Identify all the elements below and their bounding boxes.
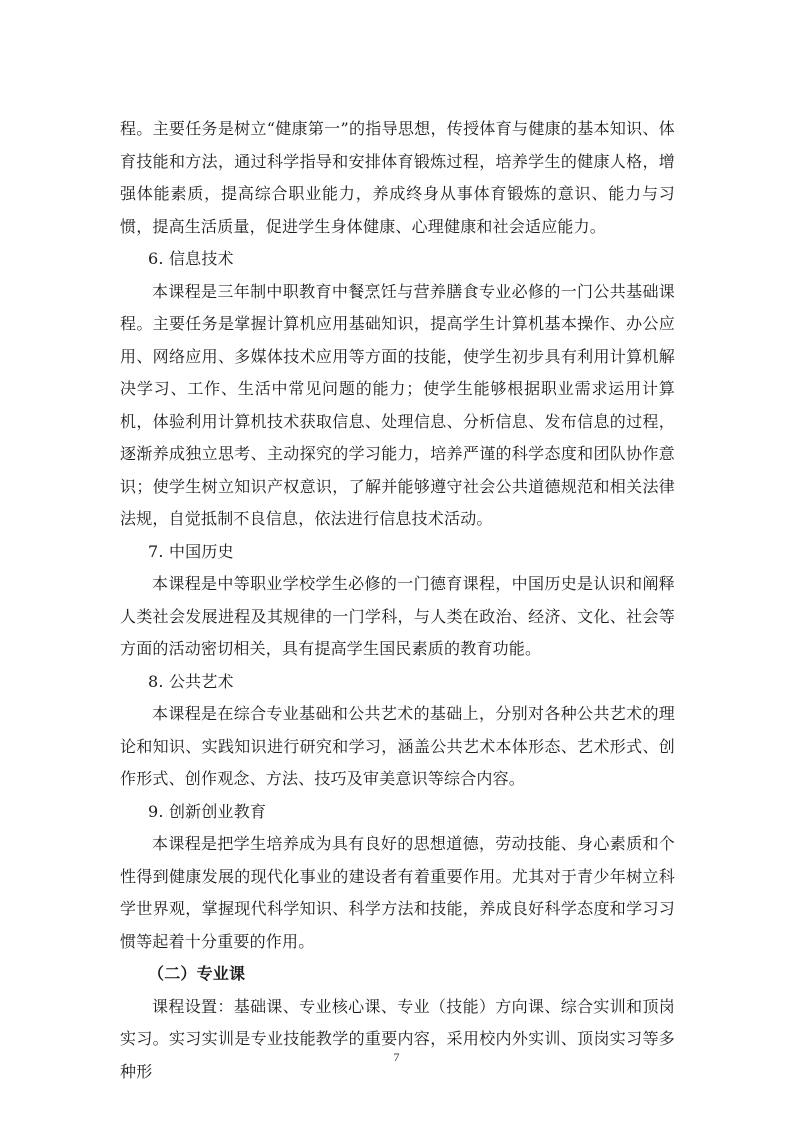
paragraph-continuation-pe: 程。主要任务是树立“健康第一”的指导思想，传授体育与健康的基本知识、体育技能和方法，通过科学指导和安排体育锻炼过程，培养学生的健康人格，增强体能素质，提高综合职业能力，养成终身从事体育锻炼的意识、能力与习惯，提高生活质量，促进学生身体健康、心理健康和社会适应能力。	[120, 119, 675, 236]
paragraph-it: 本课程是三年制中职教育中餐烹饪与营养膳食专业必修的一门公共基础课程。主要任务是掌握计算机应用基础知识，提高学生计算机基本操作、办公应用、网络应用、多媒体技术应用等方面的技能，使学生初步具有利用计算机解决学习、工作、生活中常见问题的能力；使学生能够根据职业需求运用计算机，体验利用计算机技术获取信息、处理信息、分析信息、发布信息的过程，逐渐养成独立思考、主动探究的学习能力，培养严谨的科学态度和团队协作意识；使学生树立知识产权意识，了解并能够遵守社会公共道德规范和相关法律法规，自觉抵制不良信息，依法进行信息技术活动。	[120, 281, 675, 528]
paragraph-art: 本课程是在综合专业基础和公共艺术的基础上，分别对各种公共艺术的理论和知识、实践知识进行研究和学习，涵盖公共艺术本体形态、艺术形式、创作形式、创作观念、方法、技巧及审美意识等综合内容。	[120, 704, 675, 788]
subheading-it: 6. 信息技术	[148, 249, 234, 268]
paragraph-professional: 课程设置：基础课、专业核心课、专业（技能）方向课、综合实训和顶岗实习。实习实训是专业技能教学的重要内容，采用校内外实训、顶岗实习等多种形	[120, 996, 675, 1081]
section-heading-professional: （二）专业课	[148, 964, 246, 983]
paragraph-innovation: 本课程是把学生培养成为具有良好的思想道德，劳动技能、身心素质和个性得到健康发展的现代化事业的建设者有着重要作用。尤其对于青少年树立科学世界观，掌握现代科学知识、科学方法和技能，养成良好科学态度和学习习惯等起着十分重要的作用。	[120, 834, 675, 951]
subheading-history: 7. 中国历史	[148, 541, 234, 561]
subheading-art: 8. 公共艺术	[148, 671, 234, 691]
subheading-innovation: 9. 创新创业教育	[148, 801, 267, 821]
page-number: 7	[393, 1050, 400, 1064]
document-body	[120, 113, 675, 1088]
paragraph-history: 本课程是中等职业学校学生必修的一门德育课程，中国历史是认识和阐释人类社会发展进程及其规律的一门学科，与人类在政治、经济、文化、社会等方面的活动密切相关，具有提高学生国民素质的教育功能。	[120, 574, 675, 658]
